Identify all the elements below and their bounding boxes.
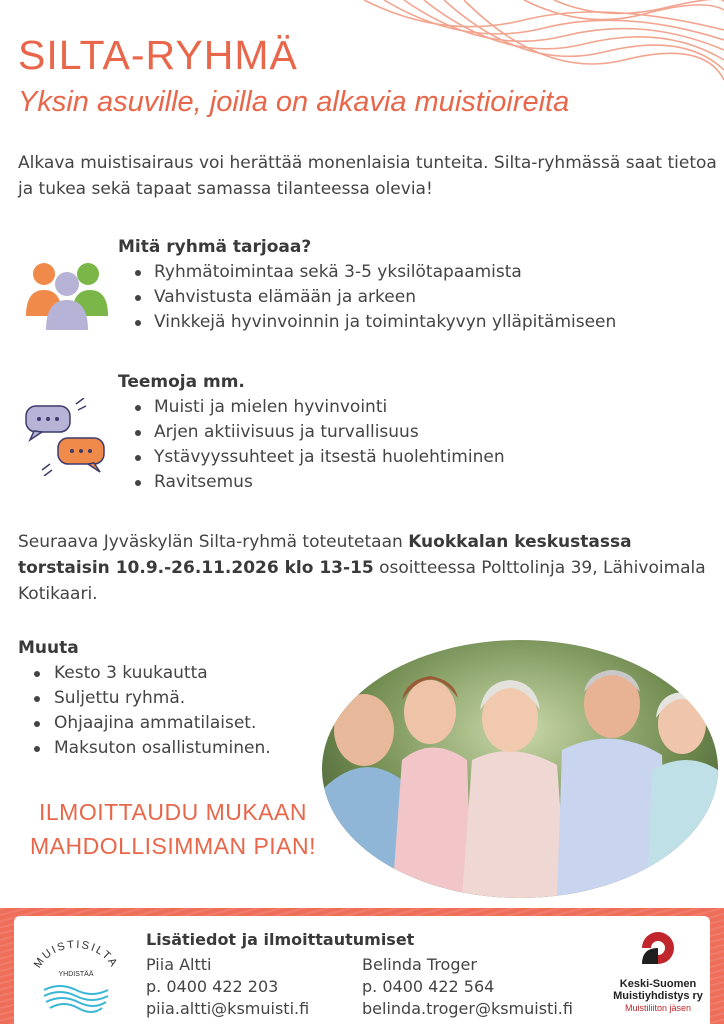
cta-line-1: ILMOITTAUDU MUKAAN bbox=[39, 799, 307, 825]
list-item: Maksuton osallistuminen. bbox=[18, 736, 271, 761]
list-item: Vahvistusta elämään ja arkeen bbox=[118, 285, 616, 310]
keski-suomen-logo-line-1: Keski-Suomen bbox=[619, 978, 697, 990]
muistisilta-logo bbox=[28, 930, 124, 1018]
svg-text:MUISTISILTA bbox=[32, 939, 120, 970]
offer-section bbox=[118, 234, 616, 335]
seniors-group-photo bbox=[322, 640, 718, 898]
chat-bubbles-icon bbox=[22, 398, 108, 476]
list-item: Ohjaajina ammatilaiset. bbox=[18, 711, 271, 736]
list-item: Ryhmätoimintaa sekä 3-5 yksilötapaamista bbox=[118, 260, 616, 285]
contact-card bbox=[362, 954, 573, 1020]
next-group-highlight: Kuokkalan keskustassa torstaisin 10.9.-26.11.2026 klo 13-15 bbox=[18, 532, 632, 578]
page-title: SILTA-RYHMÄ bbox=[18, 32, 298, 78]
footer-title: Lisätiedot ja ilmoittautumiset bbox=[146, 930, 415, 949]
footer-band bbox=[0, 908, 724, 1024]
list-item: Kesto 3 kuukautta bbox=[18, 661, 271, 686]
contact-email[interactable]: belinda.troger@ksmuisti.fi bbox=[362, 999, 573, 1018]
cta-line-2: MAHDOLLISIMMAN PIAN! bbox=[29, 833, 317, 859]
themes-heading: Teemoja mm. bbox=[118, 372, 245, 392]
intro-text: Alkava muistisairaus voi herättää monenlaisia tunteita. Silta-ryhmässä saat tietoa ja tukea sekä tapaat samassa tilanteessa olevia! bbox=[18, 153, 717, 199]
list-item: Ystävyyssuhteet ja itsestä huolehtiminen bbox=[118, 445, 505, 470]
keski-suomen-logo bbox=[610, 930, 706, 1018]
contact-phone: p. 0400 422 564 bbox=[362, 977, 495, 996]
offer-list bbox=[118, 260, 616, 335]
list-item: Ravitsemus bbox=[118, 470, 505, 495]
keski-suomen-logo-tagline: Muistiliiton jäsen bbox=[624, 1003, 692, 1013]
contact-card bbox=[146, 954, 309, 1020]
list-item: Vinkkejä hyvinvoinnin ja toimintakyvyn ylläpitämiseen bbox=[118, 310, 616, 335]
page-subtitle: Yksin asuville, joilla on alkavia muistioireita bbox=[18, 86, 570, 118]
muistisilta-logo-name: MUISTISILTA bbox=[31, 938, 121, 971]
list-item: Suljettu ryhmä. bbox=[18, 686, 271, 711]
themes-section bbox=[118, 369, 505, 495]
contact-name: Belinda Troger bbox=[362, 955, 477, 974]
list-item: Arjen aktiivisuus ja turvallisuus bbox=[118, 420, 505, 445]
next-group-after: osoitteessa Polttolinja 39, Lähivoimala Kotikaari. bbox=[18, 558, 706, 604]
group-people-icon bbox=[26, 258, 108, 330]
list-item: Muisti ja mielen hyvinvointi bbox=[118, 395, 505, 420]
other-list bbox=[18, 661, 271, 761]
decorative-waves bbox=[324, 0, 724, 95]
next-group-before: Seuraava Jyväskylän Silta-ryhmä toteutetaan bbox=[18, 532, 409, 552]
next-group-text bbox=[18, 529, 708, 607]
contact-email[interactable]: piia.altti@ksmuisti.fi bbox=[146, 999, 310, 1018]
keski-suomen-logo-mark bbox=[636, 930, 680, 974]
footer-card bbox=[14, 916, 710, 1024]
muistisilta-logo-tagline: YHDISTÄÄ bbox=[58, 971, 94, 978]
other-section bbox=[18, 635, 271, 761]
offer-heading: Mitä ryhmä tarjoaa? bbox=[118, 237, 312, 257]
other-heading: Muuta bbox=[18, 638, 79, 658]
keski-suomen-logo-line-2: Muistiyhdistys ry bbox=[613, 990, 703, 1002]
signup-call-to-action bbox=[18, 795, 328, 863]
contact-phone: p. 0400 422 203 bbox=[146, 977, 279, 996]
themes-list bbox=[118, 395, 505, 495]
contact-name: Piia Altti bbox=[146, 955, 212, 974]
